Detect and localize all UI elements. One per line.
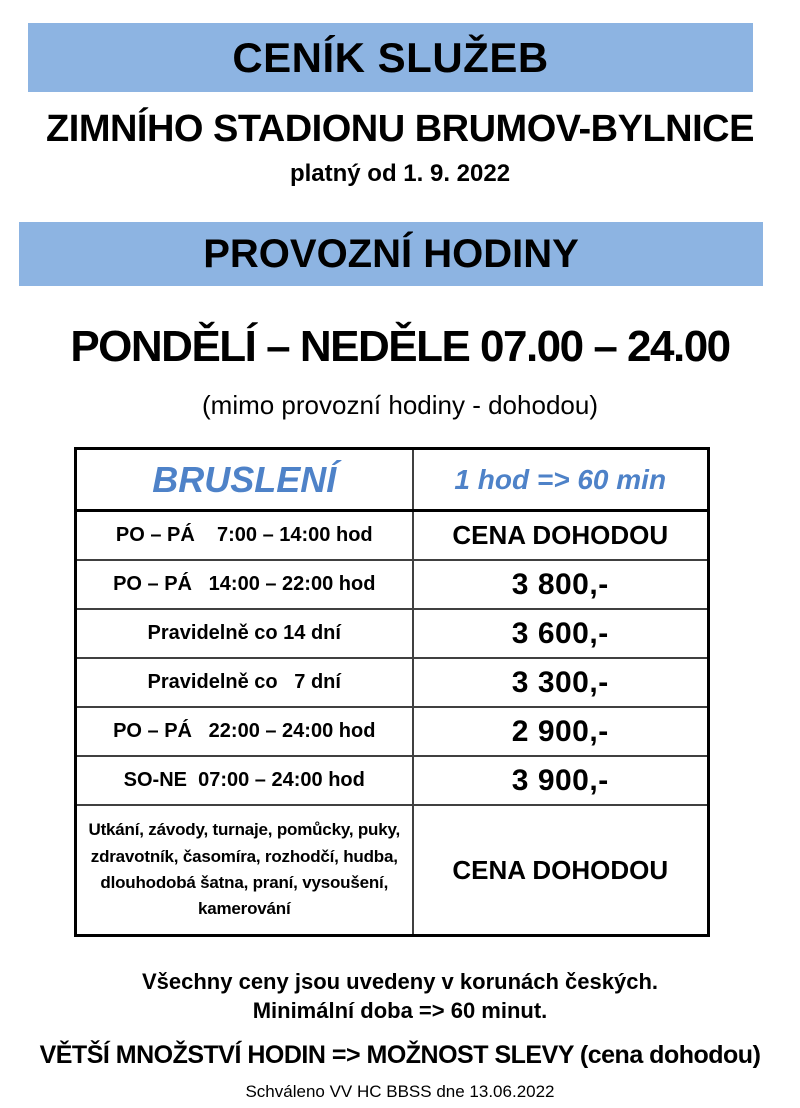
table-header-service: BRUSLENÍ [76,449,413,511]
valid-from-text: platný od 1. 9. 2022 [289,160,511,187]
row-price: CENA DOHODOU [413,805,709,936]
row-label: PO – PÁ 7:00 – 14:00 hod [76,511,413,561]
table-row [76,511,709,561]
table-row [76,756,709,805]
minimum-duration-note: Minimální doba => 60 minut. [252,998,548,1023]
row-label: PO – PÁ 22:00 – 24:00 hod [76,707,413,756]
table-row [76,707,709,756]
opening-hours-note: (mimo provozní hodiny - dohodou) [202,390,598,420]
opening-hours-headline: PONDĚLÍ – NEDĚLE 07.00 – 24.00 [70,322,730,371]
row-label: Utkání, závody, turnaje, pomůcky, puky, zdravotník, časomíra, rozhodčí, hudba, dlouhodobá šatna, praní, vysoušení, kamerování [76,805,413,936]
currency-note: Všechny ceny jsou uvedeny v korunách českých. [141,969,658,994]
opening-hours-banner: PROVOZNÍ HODINY [19,222,763,286]
discount-note: VĚTŠÍ MNOŽSTVÍ HODIN => MOŽNOST SLEVY (cena dohodou) [39,1041,761,1069]
table-row [76,609,709,658]
table-row [76,560,709,609]
approval-text: Schváleno VV HC BBSS dne 13.06.2022 [245,1082,555,1101]
table-header-unit: 1 hod => 60 min [413,449,709,511]
row-label: Pravidelně co 14 dní [76,609,413,658]
row-label: Pravidelně co 7 dní [76,658,413,707]
row-price: 3 300,- [413,658,709,707]
stadium-subtitle: ZIMNÍHO STADIONU BRUMOV-BYLNICE [46,108,754,150]
row-label: SO-NE 07:00 – 24:00 hod [76,756,413,805]
table-row [76,658,709,707]
row-price: 3 600,- [413,609,709,658]
title-banner: CENÍK SLUŽEB [28,23,753,92]
price-table [74,447,710,937]
row-price: 3 900,- [413,756,709,805]
price-list-poster [0,23,800,1108]
row-price: 3 800,- [413,560,709,609]
table-row [76,805,709,936]
row-label: PO – PÁ 14:00 – 22:00 hod [76,560,413,609]
table-header-row [76,449,709,511]
row-price: CENA DOHODOU [413,511,709,561]
row-price: 2 900,- [413,707,709,756]
